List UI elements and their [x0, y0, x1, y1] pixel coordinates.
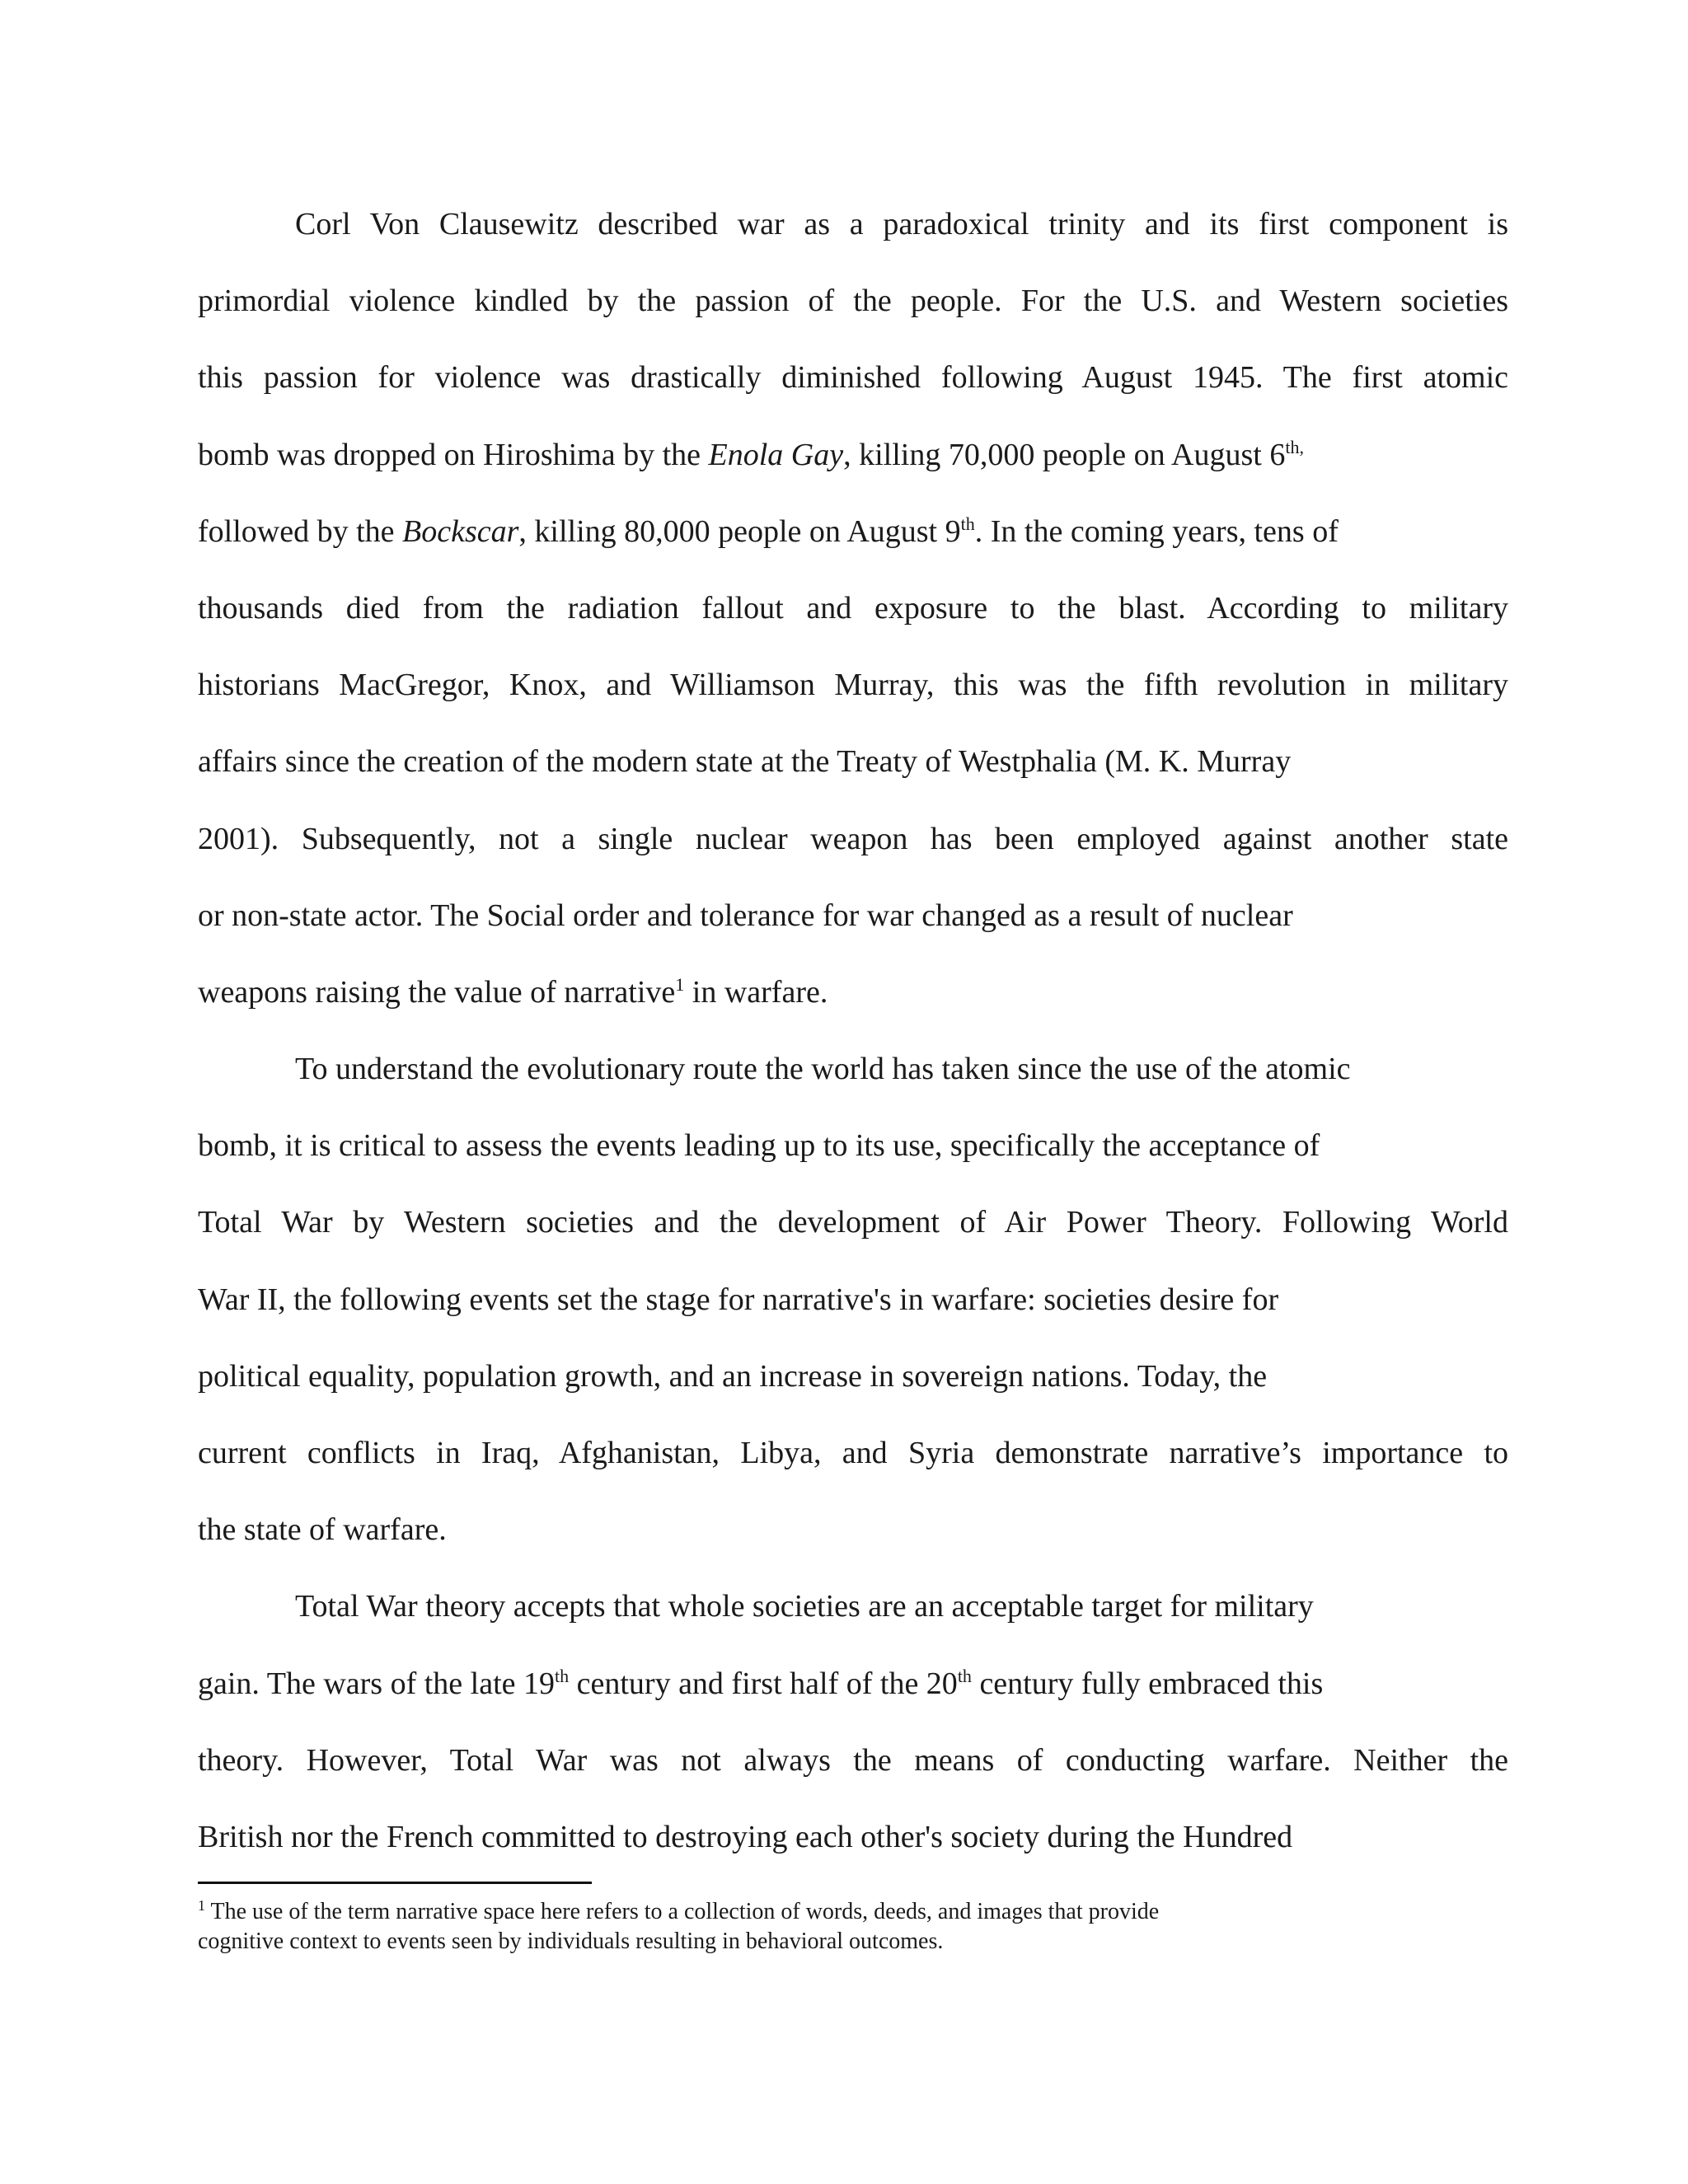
- text-line: political equality, population growth, and an increase in sovereign nations. Today, the: [198, 1358, 1268, 1394]
- text-line: gain. The wars of the late 19th century and first half of the 20th century fully embraced this: [198, 1665, 1324, 1701]
- footnote: [198, 1897, 1401, 1957]
- footnote-separator: [198, 1882, 592, 1884]
- text-line: primordial violence kindled by the passion of the people. For the U.S. and Western societies: [198, 284, 1508, 319]
- text-line: To understand the evolutionary route the world has taken since the use of the atomic: [295, 1052, 1351, 1087]
- paragraph-2: [198, 1031, 1508, 1568]
- body-text: [198, 186, 1508, 1876]
- footnote-line: cognitive context to events seen by individuals resulting in behavioral outcomes.: [198, 1929, 944, 1954]
- text-line: current conflicts in Iraq, Afghanistan, Libya, and Syria demonstrate narrative’s importance to: [198, 1436, 1508, 1470]
- text-line: thousands died from the radiation fallout and exposure to the blast. According to military: [198, 590, 1508, 626]
- aircraft-name: Enola Gay: [708, 437, 844, 472]
- text-line: or non-state actor. The Social order and tolerance for war changed as a result of nuclear: [198, 898, 1293, 933]
- paragraph-3: [198, 1568, 1508, 1876]
- text-line: 2001). Subsequently, not a single nuclear weapon has been employed against another state: [198, 821, 1508, 856]
- text-line: British nor the French committed to destroying each other's society during the Hundred: [198, 1819, 1293, 1854]
- text-line: theory. However, Total War was not always the means of conducting warfare. Neither the: [198, 1742, 1508, 1778]
- text-line: bomb, it is critical to assess the events leading up to its use, specifically the acceptance of: [198, 1128, 1320, 1164]
- text-line: followed by the Bockscar, killing 80,000 people on August 9th. In the coming years, tens of: [198, 513, 1339, 549]
- aircraft-name: Bockscar: [402, 513, 519, 549]
- text-line: historians MacGregor, Knox, and Williamson Murray, this was the fifth revolution in military: [198, 668, 1508, 703]
- paragraph-1: [198, 186, 1508, 1031]
- text-line: affairs since the creation of the modern state at the Treaty of Westphalia (M. K. Murray: [198, 744, 1292, 780]
- text-line: this passion for violence was drastically diminished following August 1945. The first atomic: [198, 360, 1508, 396]
- footnote-line: $^1$ The use of the term narrative space here refers to a collection of words, deeds, and images that provide: [198, 1897, 1160, 1924]
- text-line: weapons raising the value of narrative$^1$ in warfare.: [198, 973, 828, 1010]
- text-line: the state of warfare.: [198, 1512, 447, 1548]
- footnote-marker: 1: [198, 1897, 205, 1914]
- text-line: War II, the following events set the stage for narrative's in warfare: societies desire for: [198, 1282, 1279, 1317]
- text-line: bomb was dropped on Hiroshima by the Enola Gay, killing 70,000 people on August $6^{th,}$: [198, 436, 1304, 472]
- text-line: Total War by Western societies and the development of Air Power Theory. Following World: [198, 1205, 1508, 1240]
- text-line: Corl Von Clausewitz described war as a paradoxical trinity and its first component is: [295, 207, 1508, 241]
- text-line: Total War theory accepts that whole societies are an acceptable target for military: [295, 1589, 1314, 1624]
- footnote-reference[interactable]: 1: [675, 973, 685, 995]
